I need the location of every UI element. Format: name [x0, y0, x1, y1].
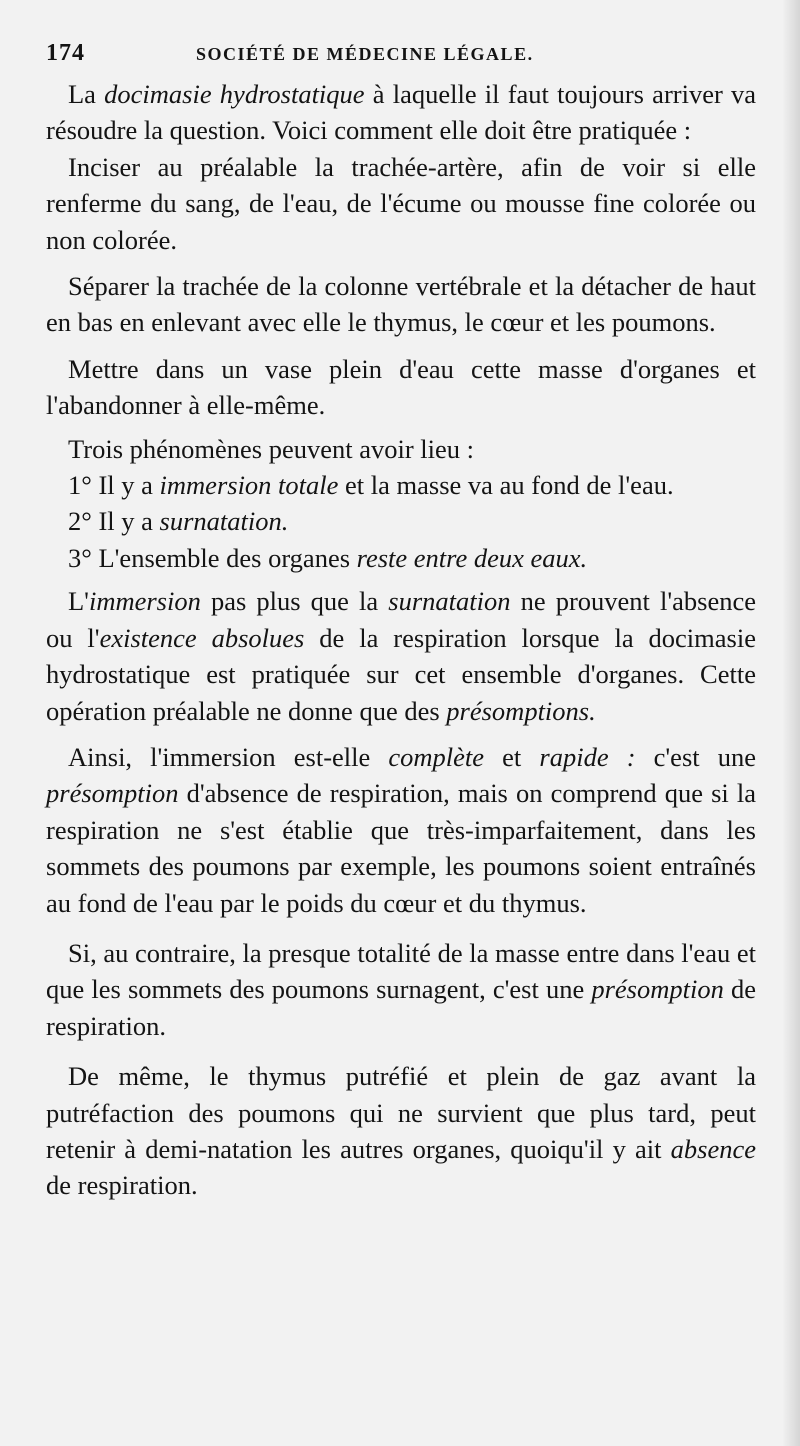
- italic-text: présomption: [46, 778, 179, 809]
- paragraph-1: [46, 76, 756, 149]
- italic-text: surnatation: [388, 586, 511, 617]
- list-item-2: [46, 503, 756, 539]
- italic-text: reste entre deux eaux.: [356, 542, 588, 573]
- text-run: à laquelle il faut toujours arriver va résoudre la question. Voici comment elle doit être pratiquée :: [46, 79, 757, 146]
- text-run: La: [68, 79, 105, 109]
- text-run: ne prouvent l'absence ou l': [46, 586, 756, 653]
- text-run: Ainsi, l'immersion est-elle: [68, 741, 389, 772]
- text-run: 3° L'ensemble des organes: [68, 542, 357, 573]
- text-run: De même, le thymus putréfié et plein de gaz avant la putréfaction des poumons qui ne survient que plus tard, peut retenir à demi-natation les autres organes, quoiqu'il y ait: [46, 1061, 756, 1164]
- italic-text: docimasie hydrostatique: [104, 79, 365, 109]
- text-run: de la respiration lorsque la docimasie hydrostatique est pratiquée sur cet ensemble d'organes. Cette opération préalable ne donne que des: [46, 622, 756, 726]
- paragraph-6: [46, 583, 756, 729]
- paragraph-9: [46, 1058, 756, 1204]
- page-header: [46, 40, 756, 76]
- italic-text: présomption: [591, 974, 724, 1005]
- text-run: Trois phénomènes peuvent avoir lieu :: [68, 433, 475, 464]
- italic-text: immersion totale: [159, 470, 339, 501]
- italic-text: complète: [388, 741, 485, 772]
- paragraph-3: [46, 268, 756, 341]
- italic-text: rapide :: [539, 741, 636, 772]
- paragraph-5: [46, 431, 756, 467]
- italic-text: surnatation.: [159, 506, 289, 537]
- italic-text: immersion: [88, 586, 201, 617]
- text-run: 1° Il y a: [68, 470, 160, 501]
- italic-text: absence: [670, 1133, 756, 1164]
- page-number: 174: [46, 40, 85, 66]
- paragraph-7: [46, 739, 756, 921]
- text-run: Mettre dans un vase plein d'eau cette masse d'organes et l'abandonner à elle-même.: [46, 353, 756, 421]
- text-run: L': [68, 586, 89, 617]
- italic-text: présomptions.: [446, 695, 596, 726]
- paragraph-4: [46, 351, 756, 424]
- text-run: de respiration.: [46, 1170, 198, 1201]
- paragraph-2: [46, 149, 756, 258]
- list-item-1: [46, 467, 756, 503]
- text-run: et la masse va au fond de l'eau.: [338, 470, 674, 501]
- text-run: et: [484, 741, 540, 772]
- text-run: 2° Il y a: [68, 506, 160, 537]
- text-run: d'absence de respiration, mais on comprend que si la respiration ne s'est établie que très-imparfaitement, dans les sommets des poumons par exemple, les poumons soient entraînés au fond de l'eau par le poids du cœur et du thymus.: [46, 778, 756, 918]
- running-title: SOCIÉTÉ DE MÉDECINE LÉGALE.: [196, 44, 534, 64]
- text-run: Séparer la trachée de la colonne vertébrale et la détacher de haut en bas en enlevant avec elle le thymus, le cœur et les poumons.: [46, 271, 756, 338]
- paragraph-8: [46, 935, 756, 1044]
- text-run: de respiration.: [46, 974, 757, 1041]
- text-run: Inciser au préalable la trachée-artère, afin de voir si elle renferme du sang, de l'eau, de l'écume ou mousse fine colorée ou non colorée.: [46, 151, 756, 255]
- page-edge-shadow: [782, 0, 800, 1446]
- text-run: pas plus que la: [200, 586, 389, 617]
- text-run: Si, au contraire, la presque totalité de la masse entre dans l'eau et que les sommets des poumons surnagent, c'est une: [46, 937, 756, 1005]
- list-item-3: [46, 540, 756, 576]
- text-run: c'est une: [635, 741, 756, 772]
- italic-text: existence absolues: [99, 622, 305, 653]
- page-body: [46, 76, 756, 1204]
